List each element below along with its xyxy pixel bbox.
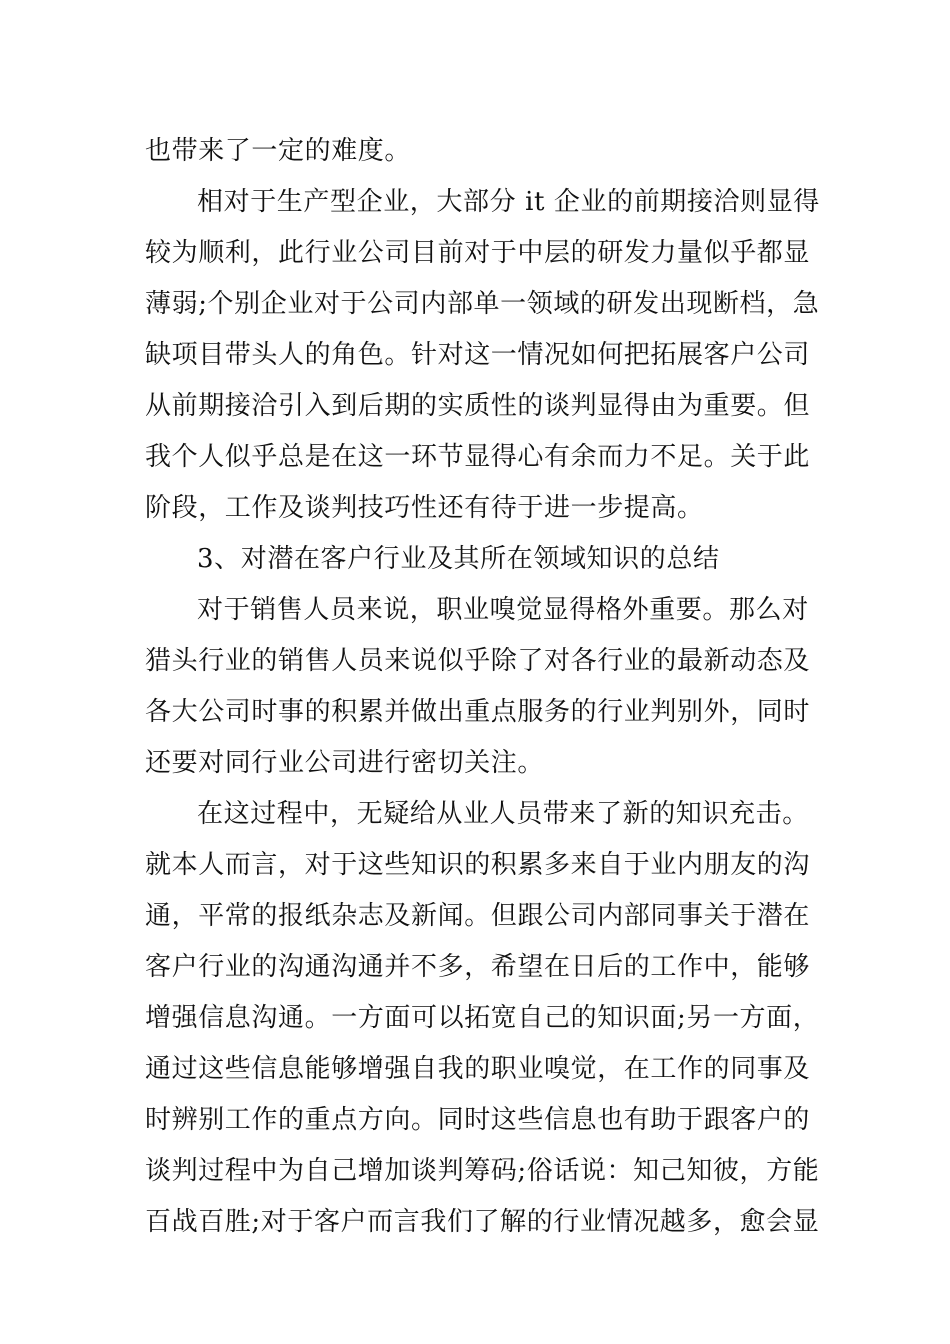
- text-line: 通，平常的报纸杂志及新闻。但跟公司内部同事关于潜在: [145, 901, 811, 931]
- text-line: 我个人似乎总是在这一环节显得心有余而力不足。关于此: [145, 442, 811, 472]
- text-line: 百战百胜;对于客户而言我们了解的行业情况越多，愈会显: [145, 1207, 820, 1237]
- body-text: [145, 126, 820, 1248]
- text-line: 阶段，工作及谈判技巧性还有待于进一步提高。: [145, 493, 704, 523]
- text-line: 通过这些信息能够增强自我的职业嗅觉，在工作的同事及: [145, 1054, 811, 1084]
- text-line: 在这过程中，无疑给从业人员带来了新的知识充击。: [197, 799, 809, 829]
- text-line: 谈判过程中为自己增加谈判筹码;俗话说：知己知彼，方能: [145, 1156, 820, 1186]
- text-line: 时辨别工作的重点方向。同时这些信息也有助于跟客户的: [145, 1105, 811, 1135]
- text-line: 就本人而言，对于这些知识的积累多来自于业内朋友的沟: [145, 850, 811, 880]
- text-line: 缺项目带头人的角色。针对这一情况如何把拓展客户公司: [145, 340, 811, 370]
- text-line: 猎头行业的销售人员来说似乎除了对各行业的最新动态及: [145, 646, 811, 676]
- text-line: 薄弱;个别企业对于公司内部单一领域的研发出现断档，急: [145, 289, 820, 319]
- text-line: 从前期接洽引入到后期的实质性的谈判显得由为重要。但: [145, 391, 811, 421]
- text-line: 对于销售人员来说，职业嗅觉显得格外重要。那么对: [197, 595, 809, 625]
- text-line: 增强信息沟通。一方面可以拓宽自己的知识面;另一方面，: [145, 1003, 820, 1033]
- section-heading: 3、对潜在客户行业及其所在领域知识的总结: [197, 544, 720, 574]
- text-line: 相对于生产型企业，大部分 it 企业的前期接洽则显得: [197, 187, 820, 217]
- text-line: 较为顺利，此行业公司目前对于中层的研发力量似乎都显: [145, 238, 811, 268]
- text-line: 还要对同行业公司进行密切关注。: [145, 748, 545, 778]
- text-line: 也带来了一定的难度。: [145, 136, 412, 166]
- text-line: 各大公司时事的积累并做出重点服务的行业判别外，同时: [145, 697, 811, 727]
- text-line: 客户行业的沟通沟通并不多，希望在日后的工作中，能够: [145, 952, 811, 982]
